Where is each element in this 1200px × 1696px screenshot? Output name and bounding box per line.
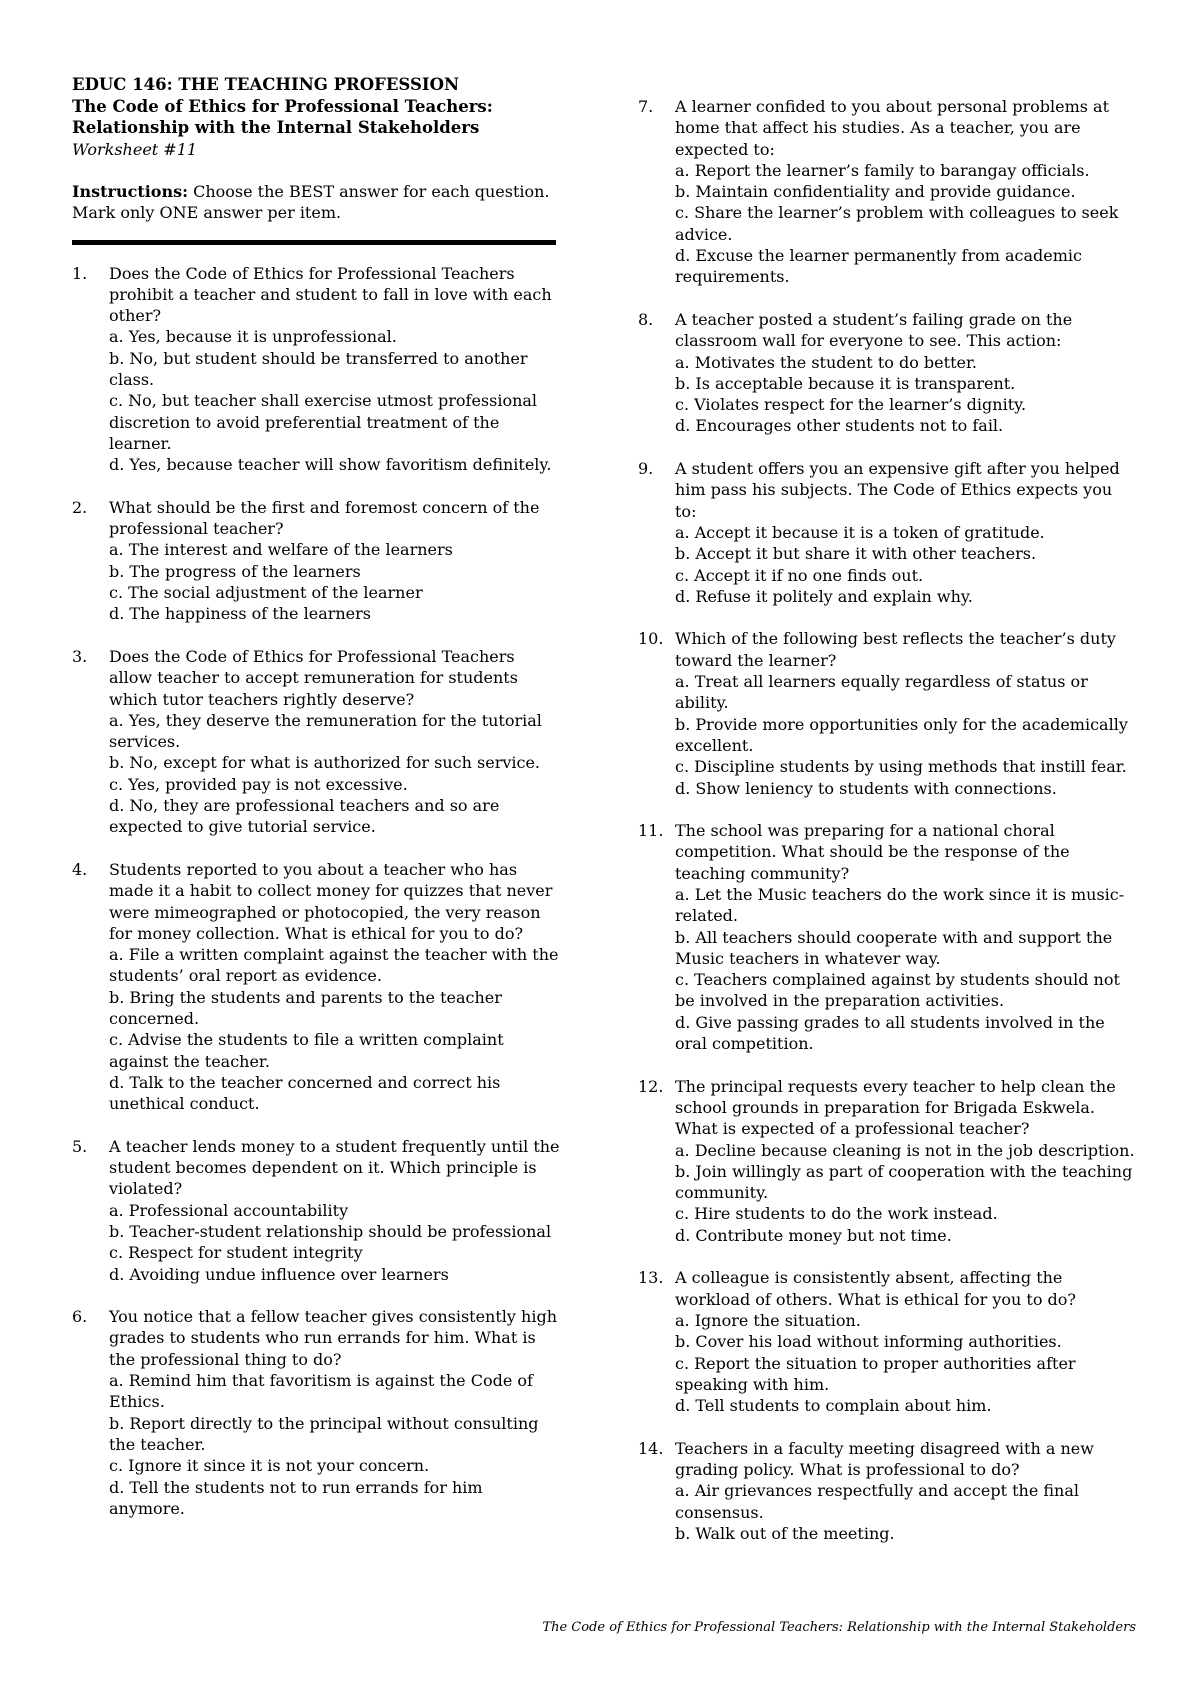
question-number: 13. bbox=[638, 1268, 664, 1288]
answer-option: a. The interest and welfare of the learners bbox=[109, 540, 453, 560]
question-text: Does the Code of Ethics for Professional Teachers prohibit a teacher and student to fall in love with each other? bbox=[109, 263, 552, 326]
answer-option: b. No, but student should be transferred to another class. bbox=[109, 348, 528, 390]
question-number: 10. bbox=[638, 629, 664, 649]
answer-option: c. The social adjustment of the learner bbox=[109, 583, 423, 603]
answer-option: a. Air grievances respectfully and accept the final consensus. bbox=[675, 1481, 1079, 1522]
answer-option: b. Provide more opportunities only for the academically excellent. bbox=[675, 714, 1128, 755]
right-question-list bbox=[638, 96, 1138, 1544]
question-number: 12. bbox=[638, 1076, 664, 1096]
answer-option: c. Violates respect for the learner’s dignity. bbox=[675, 395, 1027, 415]
answer-option: d. Excuse the learner permanently from academic requirements. bbox=[675, 246, 1082, 287]
left-question-list bbox=[72, 263, 560, 1520]
answer-option: b. Walk out of the meeting. bbox=[675, 1523, 895, 1543]
answer-option: a. Decline because cleaning is not in the job description. bbox=[675, 1140, 1135, 1160]
answer-option: a. Treat all learners equally regardless of status or ability. bbox=[675, 672, 1088, 713]
question-text: You notice that a fellow teacher gives consistently high grades to students who run errands for him. What is the professional thing to do? bbox=[109, 1307, 557, 1369]
question-text: The principal requests every teacher to help clean the school grounds in preparation for Brigada Eskwela. What is expected of a professional teacher? bbox=[675, 1076, 1116, 1139]
question-number: 5. bbox=[72, 1136, 88, 1156]
answer-option: b. All teachers should cooperate with and support the Music teachers in whatever way. bbox=[675, 927, 1113, 968]
question-text: A teacher lends money to a student frequently until the student becomes dependent on it. Which principle is violated? bbox=[109, 1136, 560, 1199]
answer-option: b. Bring the students and parents to the teacher concerned. bbox=[109, 987, 502, 1028]
question-item bbox=[72, 1306, 560, 1519]
answer-option: c. Report the situation to proper authorities after speaking with him. bbox=[675, 1353, 1076, 1394]
question-text: A learner confided to you about personal problems at home that affect his studies. As a teacher, you are expected to: bbox=[675, 97, 1110, 159]
answer-option: a. Motivates the student to do better. bbox=[675, 352, 977, 372]
question-item bbox=[638, 1076, 1138, 1246]
question-text: A colleague is consistently absent, affecting the workload of others. What is ethical for you to do? bbox=[675, 1268, 1076, 1309]
question-text: A student offers you an expensive gift after you helped him pass his subjects. The Code of Ethics expects you to: bbox=[675, 459, 1120, 521]
answer-option: c. Share the learner’s problem with colleagues to seek advice. bbox=[675, 203, 1119, 244]
question-item bbox=[72, 497, 560, 625]
instructions-text: Choose the BEST answer for each question. Mark only ONE answer per item. bbox=[72, 182, 550, 223]
answer-option: a. Ignore the situation. bbox=[675, 1310, 861, 1330]
document-title-line2: Relationship with the Internal Stakeholders bbox=[72, 118, 480, 137]
question-item bbox=[638, 1438, 1138, 1544]
answer-option: c. Accept it if no one finds out. bbox=[675, 565, 924, 585]
instructions bbox=[72, 181, 560, 224]
question-item bbox=[638, 309, 1138, 437]
question-item bbox=[638, 458, 1138, 607]
question-text: Teachers in a faculty meeting disagreed with a new grading policy. What is professional to do? bbox=[675, 1438, 1094, 1479]
question-item bbox=[638, 1267, 1138, 1416]
question-number: 3. bbox=[72, 646, 88, 666]
answer-option: a. Professional accountability bbox=[109, 1200, 349, 1220]
question-number: 4. bbox=[72, 859, 88, 879]
answer-option: d. Talk to the teacher concerned and correct his unethical conduct. bbox=[109, 1072, 501, 1114]
question-item bbox=[638, 628, 1138, 798]
course-title: EDUC 146: THE TEACHING PROFESSION bbox=[72, 75, 460, 94]
question-number: 7. bbox=[638, 97, 654, 116]
question-number: 14. bbox=[638, 1438, 664, 1458]
answer-option: b. Teacher-student relationship should be professional bbox=[109, 1221, 552, 1241]
answer-option: a. Yes, because it is unprofessional. bbox=[109, 327, 397, 347]
answer-option: b. Join willingly as part of cooperation with the teaching community. bbox=[675, 1161, 1133, 1203]
answer-option: d. Tell students to complain about him. bbox=[675, 1396, 992, 1416]
answer-option: c. Hire students to do the work instead. bbox=[675, 1204, 998, 1224]
question-number: 11. bbox=[638, 821, 664, 841]
answer-option: a. Yes, they deserve the remuneration for the tutorial services. bbox=[109, 710, 542, 752]
question-number: 2. bbox=[72, 497, 88, 517]
header-divider bbox=[72, 240, 556, 245]
answer-option: d. The happiness of the learners bbox=[109, 604, 372, 624]
question-number: 1. bbox=[72, 263, 88, 283]
question-item bbox=[72, 859, 560, 1115]
question-number: 6. bbox=[72, 1307, 88, 1327]
question-text: What should be the first and foremost concern of the professional teacher? bbox=[109, 497, 540, 539]
answer-option: b. Is acceptable because it is transparent. bbox=[675, 373, 1016, 393]
answer-option: b. No, except for what is authorized for such service. bbox=[109, 753, 541, 773]
answer-option: d. No, they are professional teachers and so are expected to give tutorial service. bbox=[109, 796, 500, 837]
question-number: 8. bbox=[638, 309, 654, 329]
answer-option: d. Contribute money but not time. bbox=[675, 1225, 952, 1245]
answer-option: d. Refuse it politely and explain why. bbox=[675, 586, 973, 606]
question-item bbox=[72, 263, 560, 476]
answer-option: b. Report directly to the principal without consulting the teacher. bbox=[109, 1413, 539, 1454]
answer-option: d. Avoiding undue influence over learners bbox=[109, 1264, 449, 1284]
page-footer: The Code of Ethics for Professional Teachers: Relationship with the Internal Stakeholders bbox=[542, 1620, 1136, 1635]
question-item bbox=[638, 96, 1138, 288]
right-column bbox=[638, 96, 1138, 1565]
question-item bbox=[638, 820, 1138, 1054]
question-text: Students reported to you about a teacher who has made it a habit to collect money for quizzes that never were mimeographed or photocopied, the very reason for money collection. What is ethical for you to do? bbox=[109, 859, 553, 943]
answer-option: d. Encourages other students not to fail. bbox=[675, 416, 1004, 436]
answer-option: c. Teachers complained against by students should not be involved in the preparation activities. bbox=[675, 970, 1120, 1011]
question-text: A teacher posted a student’s failing grade on the classroom wall for everyone to see. This action: bbox=[675, 309, 1073, 351]
instructions-label: Instructions: bbox=[72, 182, 189, 201]
answer-option: d. Give passing grades to all students involved in the oral competition. bbox=[675, 1012, 1105, 1054]
question-text: Does the Code of Ethics for Professional Teachers allow teacher to accept remuneration for students which tutor teachers rightly deserve? bbox=[109, 646, 518, 709]
worksheet-number: Worksheet #11 bbox=[72, 139, 198, 159]
answer-option: c. Ignore it since it is not your concern. bbox=[109, 1456, 430, 1476]
answer-option: d. Yes, because teacher will show favoritism definitely. bbox=[109, 455, 552, 475]
answer-option: a. Let the Music teachers do the work since it is music-related. bbox=[675, 884, 1125, 926]
question-text: The school was preparing for a national choral competition. What should be the response of the teaching community? bbox=[675, 821, 1070, 883]
answer-option: c. No, but teacher shall exercise utmost professional discretion to avoid preferential treatment of the learner. bbox=[109, 391, 538, 453]
answer-option: d. Show leniency to students with connections. bbox=[675, 778, 1057, 798]
answer-option: c. Advise the students to file a written complaint against the teacher. bbox=[109, 1030, 504, 1071]
answer-option: a. File a written complaint against the teacher with the students’ oral report as evidence. bbox=[109, 945, 559, 986]
answer-option: b. Accept it but share it with other teachers. bbox=[675, 544, 1037, 564]
answer-option: b. Maintain confidentiality and provide guidance. bbox=[675, 182, 1076, 202]
document-title-line1: The Code of Ethics for Professional Teachers: bbox=[72, 96, 493, 116]
question-text: Which of the following best reflects the teacher’s duty toward the learner? bbox=[675, 629, 1116, 670]
answer-option: a. Remind him that favoritism is against the Code of Ethics. bbox=[109, 1371, 533, 1412]
answer-option: b. The progress of the learners bbox=[109, 561, 361, 581]
answer-option: b. Cover his load without informing authorities. bbox=[675, 1332, 1062, 1352]
left-column bbox=[72, 74, 560, 1540]
answer-option: d. Tell the students not to run errands for him anymore. bbox=[109, 1477, 483, 1518]
answer-option: c. Yes, provided pay is not excessive. bbox=[109, 774, 408, 794]
question-item bbox=[72, 646, 560, 838]
question-number: 9. bbox=[638, 459, 654, 479]
question-item bbox=[72, 1136, 560, 1285]
answer-option: a. Report the learner’s family to barangay officials. bbox=[675, 160, 1090, 180]
answer-option: c. Discipline students by using methods that instill fear. bbox=[675, 757, 1127, 777]
answer-option: a. Accept it because it is a token of gratitude. bbox=[675, 522, 1045, 542]
answer-option: c. Respect for student integrity bbox=[109, 1243, 363, 1263]
